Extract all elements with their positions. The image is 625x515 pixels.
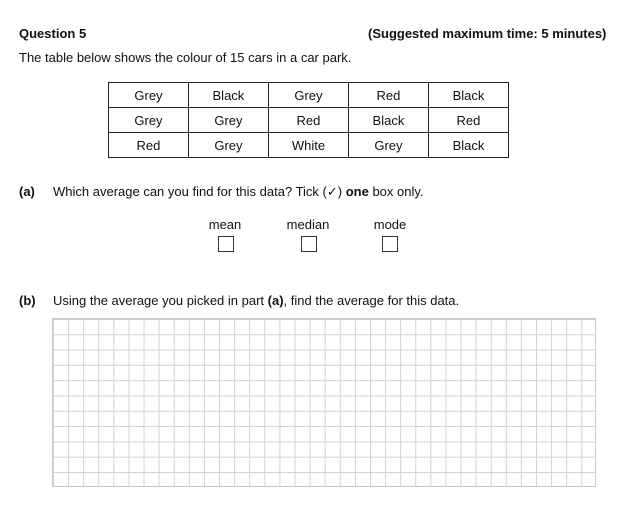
table-cell: Red: [428, 108, 508, 133]
table-cell: Red: [109, 133, 189, 158]
table-cell: Black: [188, 83, 268, 108]
table-cell: Grey: [348, 133, 428, 158]
table-row: [109, 133, 509, 158]
part-b-emphasis: (a): [267, 293, 284, 308]
part-a-text-mid: ): [337, 184, 346, 199]
table-row: [109, 108, 509, 133]
mode-checkbox[interactable]: [382, 236, 398, 252]
question-intro: The table below shows the colour of 15 cars in a car park.: [19, 50, 352, 65]
car-colour-table: [108, 82, 509, 158]
part-b-text-after: , find the average for this data.: [283, 293, 460, 308]
part-a-question: [53, 184, 424, 200]
table-cell: Black: [348, 108, 428, 133]
median-checkbox[interactable]: [301, 236, 317, 252]
mean-checkbox[interactable]: [218, 236, 234, 252]
option-label-mean: mean: [208, 217, 242, 232]
table-cell: Black: [428, 83, 508, 108]
tick-icon: ✓: [326, 184, 338, 199]
part-a-text-after: box only.: [368, 184, 424, 199]
table-cell: Grey: [188, 133, 268, 158]
table-cell: Grey: [188, 108, 268, 133]
table-cell: Grey: [109, 108, 189, 133]
table-cell: White: [268, 133, 348, 158]
part-a-emphasis: one: [345, 184, 369, 199]
part-b-text-before: Using the average you picked in part: [53, 293, 268, 308]
part-a-text-before: Which average can you find for this data? Tick (: [53, 184, 327, 199]
part-b-question: [53, 293, 459, 308]
table-cell: Grey: [109, 83, 189, 108]
table-cell: Grey: [268, 83, 348, 108]
option-label-median: median: [286, 217, 330, 232]
working-grid[interactable]: [52, 318, 596, 487]
question-title: Question 5: [19, 26, 87, 41]
part-a-label: (a): [19, 184, 35, 199]
table-row: [109, 83, 509, 108]
table-cell: Red: [268, 108, 348, 133]
table-cell: Black: [428, 133, 508, 158]
suggested-time: (Suggested maximum time: 5 minutes): [368, 26, 607, 41]
option-label-mode: mode: [373, 217, 407, 232]
table-cell: Red: [348, 83, 428, 108]
part-b-label: (b): [19, 293, 36, 308]
